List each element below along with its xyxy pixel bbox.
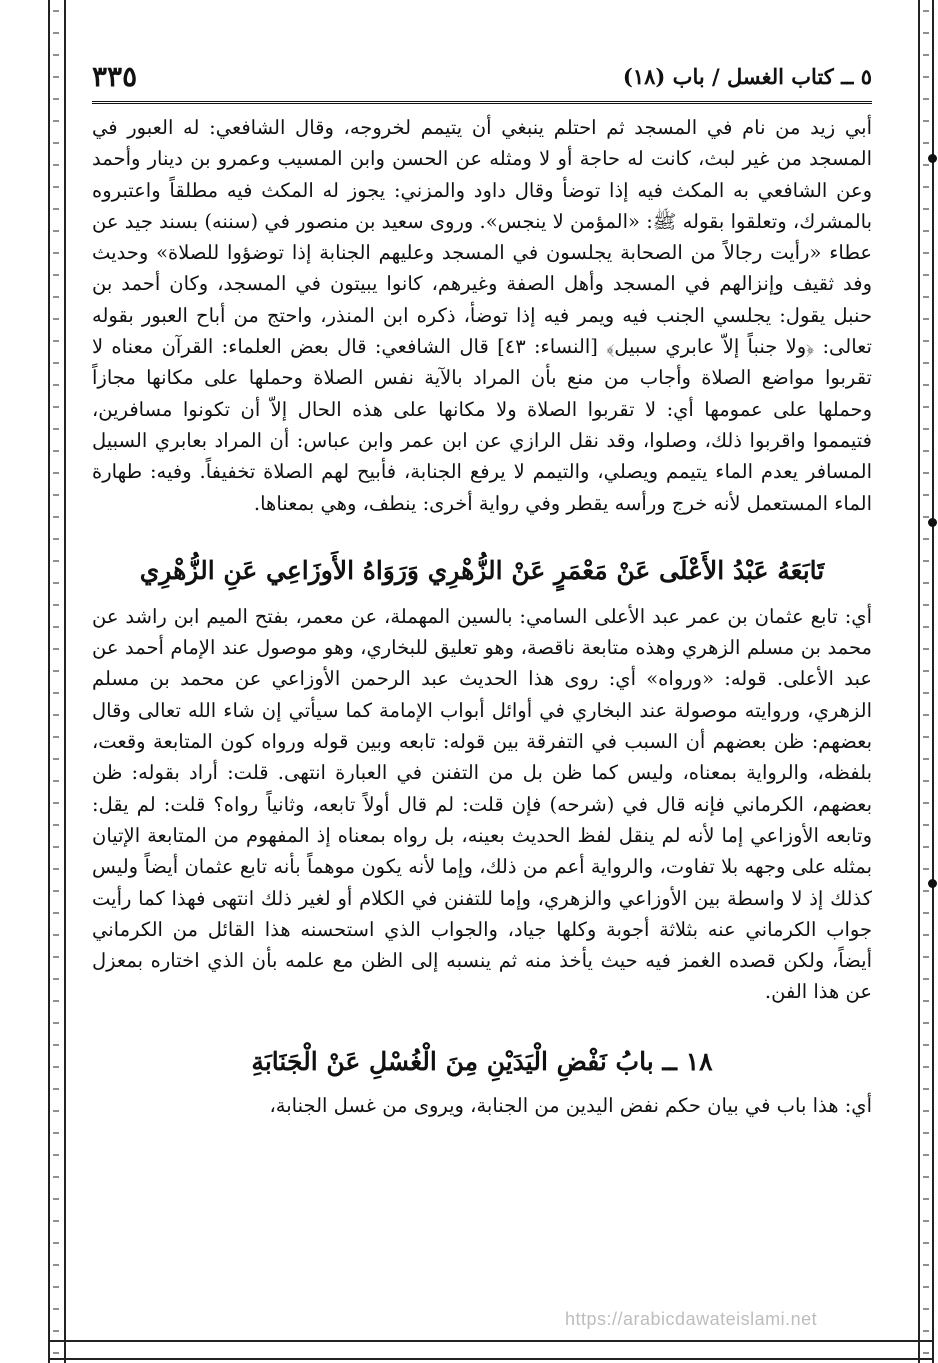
binding-hole-icon bbox=[928, 518, 937, 527]
hadith-text-heading: تَابَعَهُ عَبْدُ الأَعْلَى عَنْ مَعْمَرٍ عَنْ الزُّهْرِي وَرَوَاهُ الأَوزَاعِي عَنِ الزُّهْرِي bbox=[139, 555, 825, 585]
left-ornamental-border bbox=[48, 0, 66, 1363]
commentary-paragraph: أي: هذا باب في بيان حكم نفض اليدين من الجنابة، ويروى من غسل الجنابة، bbox=[269, 1093, 872, 1117]
watermark-url: https://arabicdawateislami.net bbox=[565, 1309, 818, 1329]
header-divider bbox=[92, 101, 872, 104]
binding-hole-icon bbox=[928, 879, 937, 888]
chapter-heading: ١٨ ــ بابُ نَفْضِ الْيَدَيْنِ مِنَ الْغُسْلِ عَنْ الْجَنَابَةِ bbox=[251, 1046, 713, 1076]
page-number: ٣٣٥ bbox=[92, 60, 138, 93]
bottom-ornamental-border bbox=[48, 1340, 934, 1360]
chapter-title: ٥ ــ كتاب الغسل / باب (١٨) bbox=[622, 64, 872, 89]
running-header bbox=[92, 58, 872, 98]
commentary-paragraph: أي: تابع عثمان بن عمر عبد الأعلى السامي: بالسين المهملة، عن معمر، بفتح الميم ابن راشد عن محمد بن مسلم الزهري وهذه متابعة ناقصة، وهو تعليق للبخاري، وهو موصول عند الإمام أحمد عن عبد الأعلى. قوله: «ورواه» أي: روى هذا الحديث عبد الرحمن الأوزاعي عن محمد بن مسلم الزهري، وروايته موصولة عند البخاري في أوائل أبواب الإمامة كما سيأتي إن شاء الله تعالى وقال بعضهم: ظن بعضهم أن السبب في التفرقة بين قوله: تابعه وبين قوله ورواه كون المتابعة وقعت، بلفظه، والرواية بمعناه، وليس كما ظن بل من التفنن في العبارة انتهى. قلت: أراد بقوله: ظن بعضهم، الكرماني فإنه قال في (شرحه) فإن قلت: لم قال أولاً تابعه، وثانياً رواه؟ قلت: لم يقل: وتابعه الأوزاعي إما لأنه لم ينقل لفظ الحديث بعينه، بل رواه بمعناه إذ المفهوم من المتابعة الإتيان بمثله على وجهه بلا تفاوت، والرواية أعم من ذلك، وإما لأنه يكون موهماً بأنه تابع عثمان أيضاً وليس كذلك إذ لا واسطة بين الأوزاعي والزهري، وإما للتفنن في الكلام أو لغير ذلك انتهى فهذا كما رأيت جواب الكرماني عنه بثلاثة أجوبة وكلها جياد، والجواب الذي استحسنه هذا القائل من الكرماني أيضاً، ولكن قصده الغمز فيه حيث يأخذ منه ثم ينسبه إلى الظن مع علمه بأن الذي اختاره بمعزل عن هذا الفن. bbox=[92, 604, 872, 1004]
page-body bbox=[92, 112, 872, 1121]
right-ornamental-border bbox=[918, 0, 934, 1363]
commentary-paragraph: أبي زيد من نام في المسجد ثم احتلم ينبغي أن يتيمم لخروجه، وقال الشافعي: له العبور في المسجد من غير لبث، كانت له حاجة أو لا ومثله عن الحسن وابن المسيب وعمرو بن دينار وأحمد وعن الشافعي به المكث فيه إذا توضأ وقال داود والمزني: يجوز له المكث فيه مطلقاً واعتبروه بالمشرك، وتعلقوا بقوله ﷺ: «المؤمن لا ينجس». وروى سعيد بن منصور في (سننه) بسند جيد عن عطاء «رأيت رجالاً من الصحابة يجلسون في المسجد وعليهم الجنابة إذا توضؤوا للصلاة» وحديث وفد ثقيف وإنزالهم في المسجد وأهل الصفة وغيرهم، كانوا يبيتون في المسجد، وكان أحمد بن حنبل يقول: يجلسي الجنب فيه ويمر فيه إذا توضأ، ذكره ابن المنذر، واحتج من أباح العبور بقوله تعالى: ﴿ولا جنباً إلاّ عابري سبيل﴾ [النساء: ٤٣] قال الشافعي: قال بعض العلماء: القرآن معناه لا تقربوا مواضع الصلاة وأجاب من منع بأن المراد بالآية نفس الصلاة وحملها على مكانها مجازاً وحملها على عمومها أي: لا تقربوا الصلاة ولا مكانها على هذه الحال إلاّ أن تكونوا مسافرين، فتيمموا واقربوا ذلك، وصلوا، وقد نقل الرازي عن ابن عمر وابن عباس: أن المراد بعابري السبيل المسافر يعدم الماء يتيمم ويصلي، والتيمم لا يرفع الجنابة، فأبيح لهم الصلاة تخفيفاً. وفيه: طهارة الماء المستعمل لأنه خرج ورأسه يقطر وفي رواية أخرى: ينطف، وهي بمعناها. bbox=[92, 116, 872, 515]
binding-hole-icon bbox=[928, 154, 937, 163]
